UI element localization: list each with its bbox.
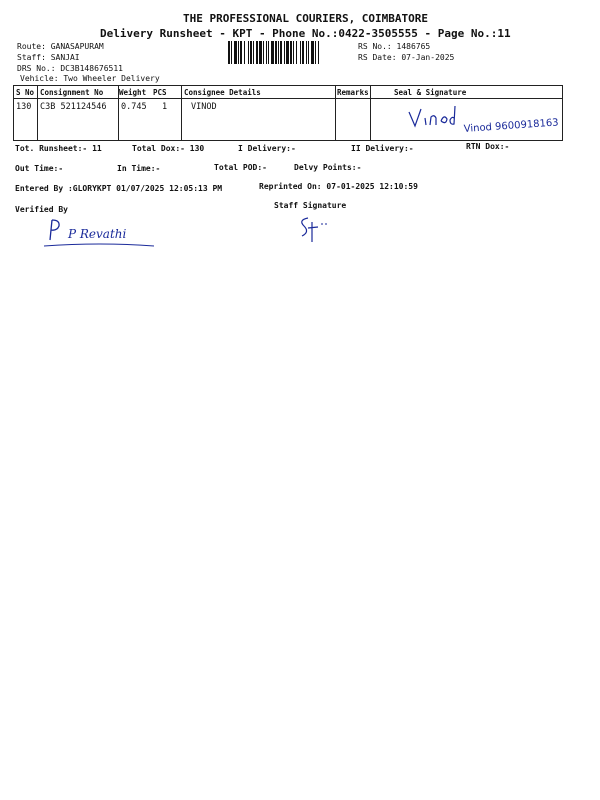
cell-pcs: 1 <box>162 102 168 112</box>
header-consignment: Consignment No <box>40 88 104 97</box>
header-consignee: Consignee Details <box>184 88 261 97</box>
runsheet-subtitle: Delivery Runsheet - KPT - Phone No.:0422-3505555 - Page No.:11 <box>100 27 511 40</box>
receiver-phone: Vinod 9600918163 <box>463 117 559 135</box>
cell-consignment: C3B 521124546 <box>40 102 107 112</box>
header-seal: Seal & Signature <box>394 88 467 97</box>
cell-sno: 130 <box>16 102 32 112</box>
header-sno: S No <box>16 88 35 97</box>
delvy-points: Delvy Points:- <box>294 163 362 172</box>
vehicle-label: Vehicle: Two Wheeler Delivery <box>20 74 160 83</box>
header-weight: Weight <box>119 88 147 97</box>
verified-sign-text: P Revathi <box>68 227 127 241</box>
total-dox: Total Dox:- 130 <box>132 144 205 153</box>
cell-weight: 0.745 <box>121 102 147 112</box>
ii-delivery: II Delivery:- <box>351 144 414 153</box>
staff-signature <box>294 212 334 246</box>
rs-number: RS No.: 1486765 <box>358 42 431 51</box>
staff-label: Staff: SANJAI <box>17 53 80 62</box>
cell-consignee: VINOD <box>191 102 217 112</box>
verified-by-label: Verified By <box>15 205 68 214</box>
total-runsheet: Tot. Runsheet:- 11 <box>15 144 102 153</box>
out-time: Out Time:- <box>15 164 64 173</box>
staff-signature-label: Staff Signature <box>274 201 347 210</box>
header-pcs: PCS <box>153 88 167 97</box>
entered-by: Entered By :GLORYKPT 01/07/2025 12:05:13 PM <box>15 184 223 193</box>
company-title: THE PROFESSIONAL COURIERS, COIMBATORE <box>183 12 429 25</box>
reprinted-on: Reprinted On: 07-01-2025 12:10:59 <box>259 182 418 191</box>
verified-signature <box>40 216 160 252</box>
in-time: In Time:- <box>117 164 161 173</box>
drs-number: DRS No.: DC3B148676511 <box>17 64 123 73</box>
i-delivery: I Delivery:- <box>238 144 296 153</box>
route-label: Route: GANASAPURAM <box>17 42 104 51</box>
total-pod: Total POD:- <box>214 163 267 172</box>
runsheet-table <box>13 85 563 141</box>
header-remarks: Remarks <box>337 88 369 97</box>
receiver-signature <box>406 104 559 140</box>
barcode <box>228 41 350 64</box>
rs-date: RS Date: 07-Jan-2025 <box>358 53 455 62</box>
rtn-dox: RTN Dox:- <box>466 142 510 151</box>
